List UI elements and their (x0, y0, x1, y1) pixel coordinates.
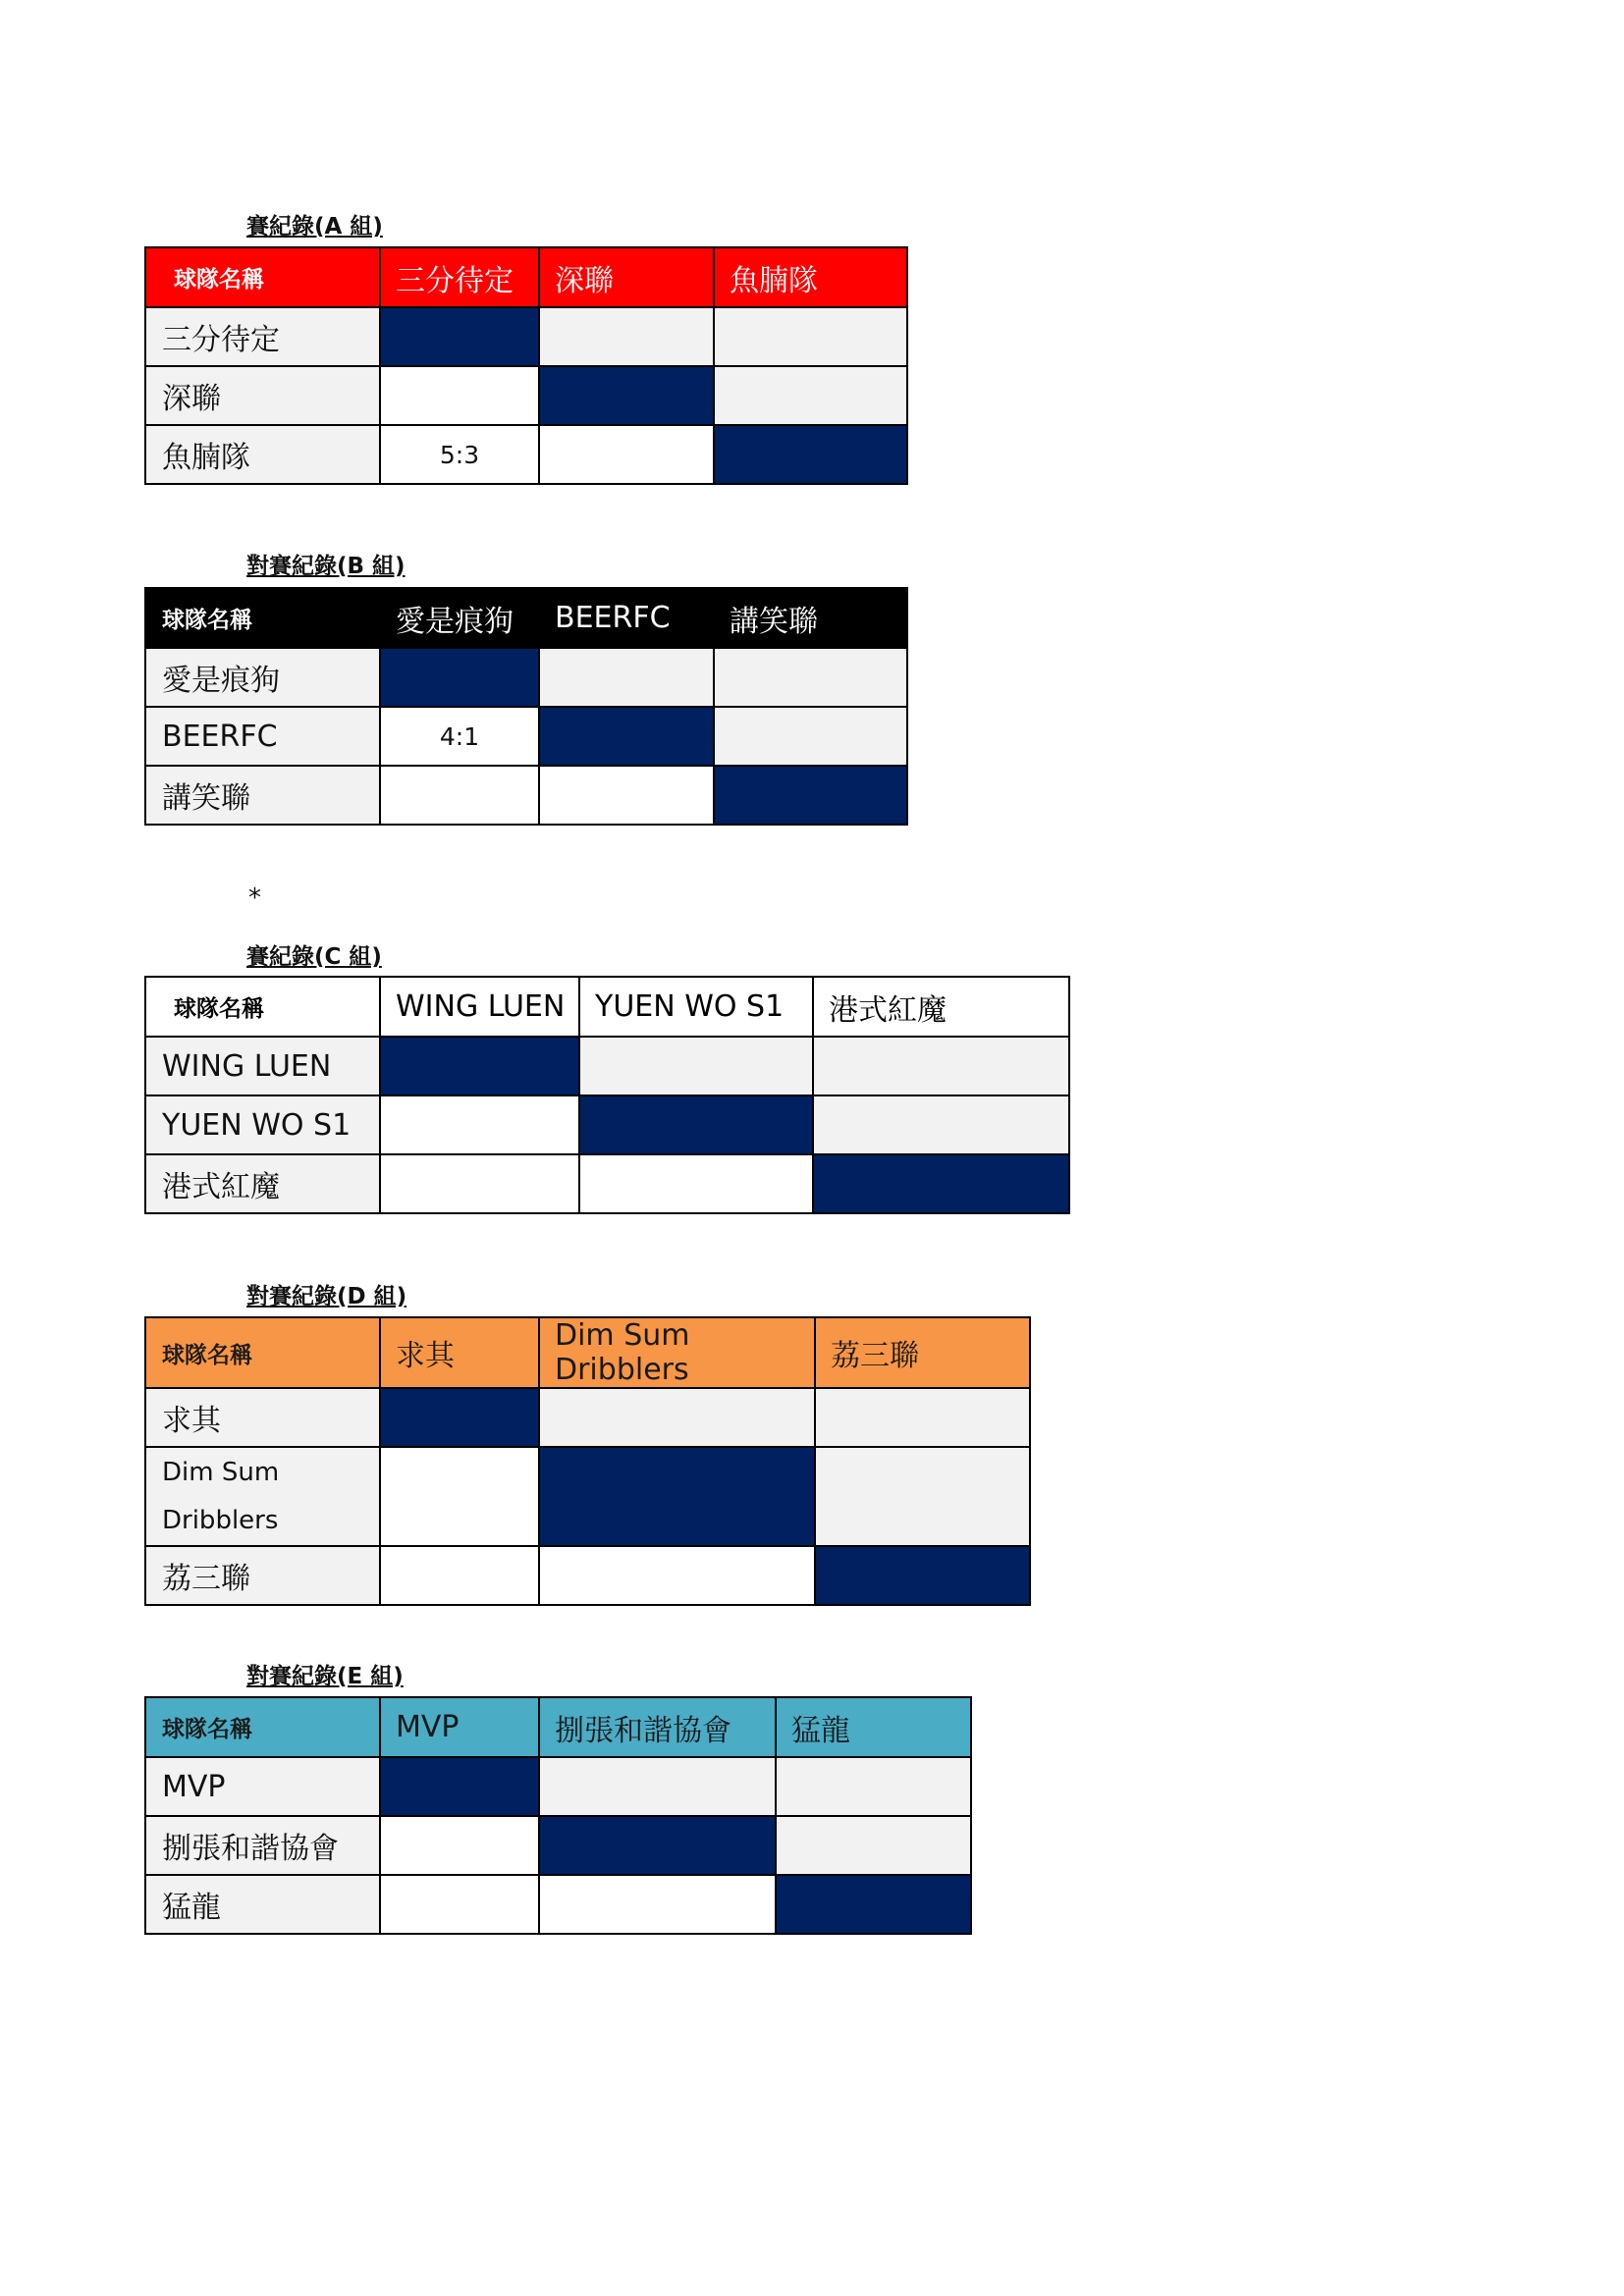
result-cell (380, 366, 539, 425)
self-match-cell (380, 648, 539, 707)
team-name-header: 球隊名稱 (145, 977, 380, 1037)
self-match-cell (380, 1757, 539, 1816)
column-team-3: 猛龍 (776, 1697, 971, 1757)
table-row (145, 648, 907, 707)
team-name-header: 球隊名稱 (145, 1697, 380, 1757)
result-cell (813, 1037, 1069, 1095)
row-team-1: 愛是痕狗 (145, 648, 380, 707)
row-team-2: 捌張和諧協會 (145, 1816, 380, 1875)
separator-mark: * (248, 883, 261, 913)
row-team-2-line-1: Dim Sum (162, 1457, 280, 1487)
result-cell (539, 307, 714, 366)
column-team-3: 港式紅魔 (813, 977, 1069, 1037)
self-match-cell (380, 307, 539, 366)
column-team-2: 深聯 (539, 247, 714, 307)
group-a-caption: 賽紀錄(A 組) (246, 214, 383, 240)
group-a-table (144, 246, 908, 485)
row-team-1: MVP (145, 1757, 380, 1816)
self-match-cell (714, 766, 907, 825)
group-c-caption: 賽紀錄(C 組) (246, 944, 382, 970)
column-team-3: 魚腩隊 (714, 247, 907, 307)
result-cell (539, 766, 714, 825)
result-cell (776, 1816, 971, 1875)
result-cell (380, 1875, 539, 1934)
result-cell (380, 1546, 539, 1605)
group-b-table (144, 587, 908, 826)
column-team-2: Dim Sum Dribblers (539, 1317, 815, 1388)
table-row (145, 1154, 1069, 1213)
result-cell (714, 366, 907, 425)
table-row (145, 1875, 971, 1934)
result-cell (579, 1154, 813, 1213)
self-match-cell (815, 1546, 1030, 1605)
table-row (145, 766, 907, 825)
column-team-1: 三分待定 (380, 247, 539, 307)
group-c-table (144, 976, 1070, 1214)
table-row (145, 1037, 1069, 1095)
group-e-caption: 對賽紀錄(E 組) (246, 1664, 404, 1689)
column-team-3: 講笑聯 (714, 588, 907, 648)
result-cell (776, 1757, 971, 1816)
column-team-1: MVP (380, 1697, 539, 1757)
result-cell (539, 1875, 776, 1934)
result-cell (539, 425, 714, 484)
column-team-1: WING LUEN (380, 977, 579, 1037)
group-c-header-row (145, 977, 1069, 1037)
row-team-2: 深聯 (145, 366, 380, 425)
row-team-3: 講笑聯 (145, 766, 380, 825)
result-cell (813, 1095, 1069, 1154)
self-match-cell (539, 366, 714, 425)
group-b-header-row (145, 588, 907, 648)
result-cell (539, 648, 714, 707)
result-cell (380, 766, 539, 825)
result-cell (539, 1546, 815, 1605)
table-row (145, 307, 907, 366)
table-row (145, 1388, 1030, 1447)
row-team-2: YUEN WO S1 (145, 1095, 380, 1154)
row-team-3: 猛龍 (145, 1875, 380, 1934)
row-team-1: WING LUEN (145, 1037, 380, 1095)
table-row (145, 1095, 1069, 1154)
result-cell (539, 1388, 815, 1447)
self-match-cell (539, 1816, 776, 1875)
team-name-header: 球隊名稱 (145, 1317, 380, 1388)
self-match-cell (714, 425, 907, 484)
score-cell: 4:1 (380, 707, 539, 766)
table-row (145, 1757, 971, 1816)
result-cell (380, 1816, 539, 1875)
group-d-caption: 對賽紀錄(D 組) (246, 1284, 407, 1309)
column-team-2: BEERFC (539, 588, 714, 648)
table-row (145, 1816, 971, 1875)
result-cell (380, 1447, 539, 1546)
self-match-cell (579, 1095, 813, 1154)
self-match-cell (539, 1447, 815, 1546)
result-cell (714, 648, 907, 707)
table-row (145, 366, 907, 425)
team-name-header: 球隊名稱 (145, 588, 380, 648)
table-row (145, 1546, 1030, 1605)
result-cell (815, 1388, 1030, 1447)
self-match-cell (380, 1388, 539, 1447)
group-b-caption: 對賽紀錄(B 組) (246, 554, 406, 579)
self-match-cell (776, 1875, 971, 1934)
column-team-1: 求其 (380, 1317, 539, 1388)
group-e-table (144, 1696, 972, 1935)
row-team-1: 三分待定 (145, 307, 380, 366)
result-cell (579, 1037, 813, 1095)
row-team-2: BEERFC (145, 707, 380, 766)
column-team-2: YUEN WO S1 (579, 977, 813, 1037)
group-e-header-row (145, 1697, 971, 1757)
self-match-cell (539, 707, 714, 766)
row-team-1: 求其 (145, 1388, 380, 1447)
score-cell: 5:3 (380, 425, 539, 484)
table-row (145, 1447, 1030, 1546)
table-row (145, 425, 907, 484)
self-match-cell (813, 1154, 1069, 1213)
result-cell (815, 1447, 1030, 1546)
row-team-2 (145, 1447, 380, 1546)
row-team-3: 港式紅魔 (145, 1154, 380, 1213)
column-team-3: 荔三聯 (815, 1317, 1030, 1388)
row-team-3: 魚腩隊 (145, 425, 380, 484)
self-match-cell (380, 1037, 579, 1095)
group-a-header-row (145, 247, 907, 307)
result-cell (380, 1095, 579, 1154)
group-d-table (144, 1316, 1031, 1606)
column-team-1: 愛是痕狗 (380, 588, 539, 648)
group-d-header-row (145, 1317, 1030, 1388)
result-cell (539, 1757, 776, 1816)
result-cell (714, 707, 907, 766)
result-cell (380, 1154, 579, 1213)
table-row (145, 707, 907, 766)
row-team-2-line-2: Dribblers (162, 1505, 279, 1535)
column-team-2: 捌張和諧協會 (539, 1697, 776, 1757)
row-team-3: 荔三聯 (145, 1546, 380, 1605)
team-name-header: 球隊名稱 (145, 247, 380, 307)
result-cell (714, 307, 907, 366)
